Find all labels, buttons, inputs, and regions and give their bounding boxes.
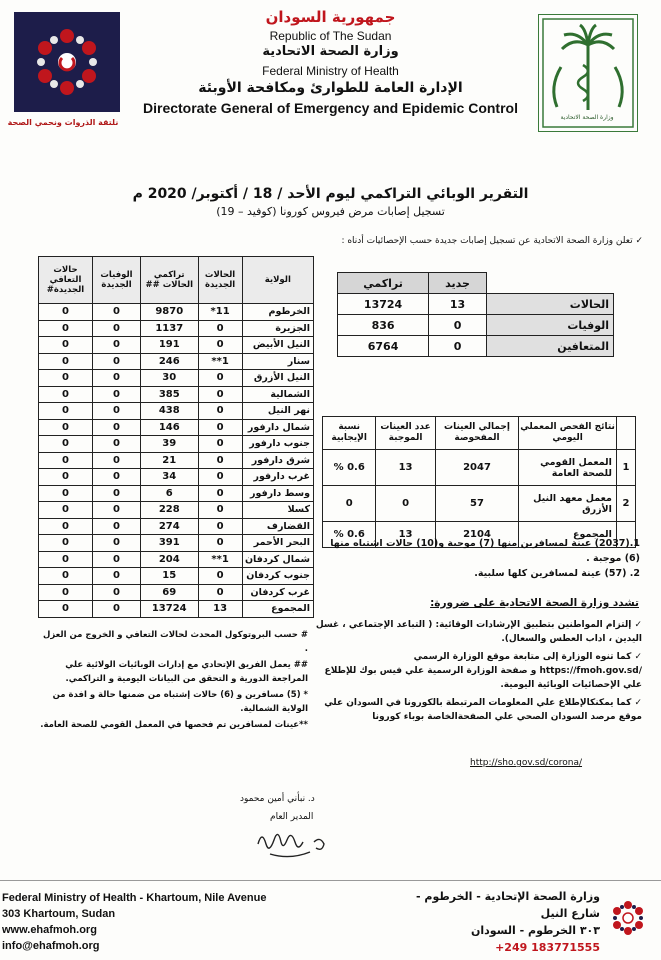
states-header-cumulative: تراكمي الحالات ## xyxy=(140,257,198,304)
summary-cumulative: 13724 xyxy=(338,294,429,315)
summary-new: 0 xyxy=(429,336,487,357)
lab-row xyxy=(323,450,636,486)
state-new-cases: 0 xyxy=(198,584,242,601)
state-deaths: 0 xyxy=(92,469,140,486)
states-row xyxy=(39,485,314,502)
lab-header-lab: نتائج الفحص المعملي اليومي xyxy=(519,417,617,450)
directive-item: ✓ إلتزام المواطنين بتطبيق الإرشادات الوقائية: ( التباعد الإجتماعي ، غسل اليدين ، اداب العطس والسعال). xyxy=(315,620,642,644)
lab-name: المجموع xyxy=(519,522,617,548)
emergency-logo-icon xyxy=(14,12,120,132)
summary-label: المتعافين xyxy=(486,336,613,357)
state-cumulative: 34 xyxy=(140,469,198,486)
states-total-row xyxy=(39,601,314,618)
state-deaths: 0 xyxy=(92,568,140,585)
summary-label: الوفيات xyxy=(486,315,613,336)
state-cumulative: 6 xyxy=(140,485,198,502)
states-row xyxy=(39,337,314,354)
footnote: **عينات لمسافرين تم فحصها في المعمل القومي للصحة العامة. xyxy=(40,720,308,730)
summary-label: الحالات xyxy=(486,294,613,315)
signatory-name: د. نبأني أمين محمود xyxy=(240,794,315,804)
report-intro: ✓ تعلن وزارة الصحة الاتحادية عن تسجيل إصابات جديدة حسب الإحصائيات أدناه : xyxy=(341,236,643,246)
left-logo-caption: نلتقة الذروات ونحمي الصحة xyxy=(7,118,119,127)
states-row xyxy=(39,518,314,535)
state-deaths: 0 xyxy=(92,535,140,552)
country-name-ar: جمهورية السودان xyxy=(265,8,396,26)
states-row xyxy=(39,535,314,552)
state-recoveries: 0 xyxy=(39,518,93,535)
state-cumulative: 146 xyxy=(140,419,198,436)
footer-en-line: Federal Ministry of Health - Khartoum, Nile Avenue xyxy=(2,892,267,904)
state-deaths: 0 xyxy=(92,320,140,337)
states-header-new: الحالات الجديدة xyxy=(198,257,242,304)
state-recoveries: 0 xyxy=(39,502,93,519)
lab-header-total: إجمالي العينات المفحوصة xyxy=(435,417,519,450)
state-cumulative: 69 xyxy=(140,584,198,601)
state-name: البحر الأحمر xyxy=(242,535,313,552)
footer-website[interactable]: www.ehafmoh.org xyxy=(2,924,97,936)
state-deaths: 0 xyxy=(92,584,140,601)
state-name: شرق دارفور xyxy=(242,452,313,469)
states-header-state: الولاية xyxy=(242,257,313,304)
footer-email[interactable]: info@ehafmoh.org xyxy=(2,940,100,952)
state-name: وسط دارفور xyxy=(242,485,313,502)
states-row xyxy=(39,436,314,453)
summary-table xyxy=(337,272,614,357)
state-recoveries: 0 xyxy=(39,601,93,618)
state-new-cases: 0 xyxy=(198,568,242,585)
state-name: النيل الأزرق xyxy=(242,370,313,387)
state-new-cases: 0 xyxy=(198,469,242,486)
report-subtitle: تسجيل إصابات مرض فيروس كورونا (كوفيد – 19) xyxy=(216,205,445,218)
states-row xyxy=(39,568,314,585)
state-recoveries: 0 xyxy=(39,353,93,370)
footer-phone: +249 183771555 xyxy=(495,941,600,954)
lab-rate: 0.6 % xyxy=(323,450,376,486)
state-new-cases: 1** xyxy=(198,551,242,568)
lab-total: 2104 xyxy=(435,522,519,548)
footer-address-ar xyxy=(400,888,600,956)
state-new-cases: 0 xyxy=(198,386,242,403)
state-name: شمال دارفور xyxy=(242,419,313,436)
state-deaths: 0 xyxy=(92,502,140,519)
state-cumulative: 228 xyxy=(140,502,198,519)
footer-ar-line: وزارة الصحة الإتحادية - الخرطوم - شارع النيل xyxy=(416,890,600,920)
state-recoveries: 0 xyxy=(39,535,93,552)
state-deaths: 0 xyxy=(92,518,140,535)
state-name: شمال كردفان xyxy=(242,551,313,568)
lab-note: 2. (57) عينة لمسافرين كلها سلبية. xyxy=(474,568,640,579)
footer-en-line: 303 Khartoum, Sudan xyxy=(2,908,116,920)
summary-header-cumulative: تراكمي xyxy=(338,273,429,294)
state-deaths: 0 xyxy=(92,551,140,568)
summary-new: 13 xyxy=(429,294,487,315)
lab-positive: 13 xyxy=(376,522,435,548)
state-new-cases: 13 xyxy=(198,601,242,618)
state-name: نهر النيل xyxy=(242,403,313,420)
state-new-cases: 0 xyxy=(198,403,242,420)
state-name: جنوب دارفور xyxy=(242,436,313,453)
state-name: الشمالية xyxy=(242,386,313,403)
summary-row xyxy=(338,336,614,357)
ministry-name-ar: وزارة الصحة الاتحادية xyxy=(262,44,399,59)
states-row xyxy=(39,304,314,321)
directive-item: ✓ كما تنوه الوزارة إلى متابعة موقع الوزارة الرسمي /https://fmoh.gov.sd و صفحة الوزارة الرسمية علي فيس بوك للإطلاع علي الإحصائيات الوبائية اليومية. xyxy=(324,652,642,690)
states-row xyxy=(39,551,314,568)
footnotes xyxy=(38,628,308,734)
states-row xyxy=(39,370,314,387)
lab-row xyxy=(323,486,636,522)
state-name: الخرطوم xyxy=(242,304,313,321)
state-new-cases: 0 xyxy=(198,419,242,436)
state-recoveries: 0 xyxy=(39,419,93,436)
state-new-cases: 0 xyxy=(198,535,242,552)
lab-header-positive: عدد العينات الموجبة xyxy=(376,417,435,450)
state-recoveries: 0 xyxy=(39,568,93,585)
states-row xyxy=(39,353,314,370)
summary-new: 0 xyxy=(429,315,487,336)
lab-notes xyxy=(328,536,640,581)
state-recoveries: 0 xyxy=(39,436,93,453)
country-name-en: Republic of The Sudan xyxy=(269,29,392,43)
state-cumulative: 15 xyxy=(140,568,198,585)
state-cumulative: 21 xyxy=(140,452,198,469)
lab-no: 2 xyxy=(616,486,635,522)
state-new-cases: 0 xyxy=(198,452,242,469)
directives-title: تشدد وزارة الصحة الاتحادية على ضرورة: xyxy=(430,597,639,609)
state-name: غرب دارفور xyxy=(242,469,313,486)
states-row xyxy=(39,386,314,403)
ministry-name-en: Federal Ministry of Health xyxy=(262,64,399,78)
state-deaths: 0 xyxy=(92,601,140,618)
state-deaths: 0 xyxy=(92,419,140,436)
lab-header-no xyxy=(616,417,635,450)
state-cumulative: 13724 xyxy=(140,601,198,618)
state-cumulative: 246 xyxy=(140,353,198,370)
state-name: كسلا xyxy=(242,502,313,519)
state-cumulative: 9870 xyxy=(140,304,198,321)
state-deaths: 0 xyxy=(92,485,140,502)
state-deaths: 0 xyxy=(92,386,140,403)
state-deaths: 0 xyxy=(92,337,140,354)
directorate-name-en: Directorate General of Emergency and Epidemic Control xyxy=(143,100,518,116)
state-deaths: 0 xyxy=(92,353,140,370)
state-deaths: 0 xyxy=(92,304,140,321)
directorate-name-ar: الإدارة العامة للطوارئ ومكافحة الأوبئة xyxy=(198,80,463,96)
state-cumulative: 191 xyxy=(140,337,198,354)
state-recoveries: 0 xyxy=(39,304,93,321)
lab-positive: 0 xyxy=(376,486,435,522)
state-new-cases: 0 xyxy=(198,370,242,387)
states-row xyxy=(39,502,314,519)
state-new-cases: 0 xyxy=(198,485,242,502)
lab-rate: 0 xyxy=(323,486,376,522)
states-row xyxy=(39,419,314,436)
summary-row xyxy=(338,294,614,315)
state-deaths: 0 xyxy=(92,370,140,387)
states-row xyxy=(39,320,314,337)
states-table xyxy=(38,256,314,618)
states-header-recoveries: حالات التعافي الجديدة# xyxy=(39,257,93,304)
lab-rate: 0.6 % xyxy=(323,522,376,548)
states-header-deaths: الوفيات الجديدة xyxy=(92,257,140,304)
lab-no: 1 xyxy=(616,450,635,486)
state-cumulative: 1137 xyxy=(140,320,198,337)
state-deaths: 0 xyxy=(92,452,140,469)
footer-divider xyxy=(0,880,661,881)
footer-logo-icon xyxy=(604,894,652,942)
state-new-cases: 11* xyxy=(198,304,242,321)
summary-row xyxy=(338,315,614,336)
footnote: ## يعمل الفريق الإتحادي مع إدارات الوبائيات الولائية علي المراجعة الدورية و التحقق من البيانات اليومية و التراكمي. xyxy=(65,660,308,684)
footer-address-en xyxy=(2,890,266,954)
lab-note: 1.(2037) عينة لمسافرين منها (7) موجبة و(10) حالات اشتباه منها (6) موجبة . xyxy=(330,538,640,564)
state-name: الجزيرة xyxy=(242,320,313,337)
lab-header-rate: نسبة الإيجابية xyxy=(323,417,376,450)
state-new-cases: 1** xyxy=(198,353,242,370)
corona-link[interactable]: http://sho.gov.sd/corona/ xyxy=(470,758,583,768)
state-new-cases: 0 xyxy=(198,337,242,354)
state-name: النيل الأبيض xyxy=(242,337,313,354)
state-cumulative: 385 xyxy=(140,386,198,403)
summary-header-blank xyxy=(486,273,613,294)
state-recoveries: 0 xyxy=(39,386,93,403)
signatory-title: المدير العام xyxy=(270,812,314,822)
states-row xyxy=(39,469,314,486)
state-cumulative: 39 xyxy=(140,436,198,453)
lab-total: 2047 xyxy=(435,450,519,486)
state-cumulative: 274 xyxy=(140,518,198,535)
lab-positive: 13 xyxy=(376,450,435,486)
state-cumulative: 204 xyxy=(140,551,198,568)
state-name: جنوب كردفان xyxy=(242,568,313,585)
lab-name: المعمل القومي للصحة العامة xyxy=(519,450,617,486)
state-name: غرب كردفان xyxy=(242,584,313,601)
state-new-cases: 0 xyxy=(198,320,242,337)
state-name: سنار xyxy=(242,353,313,370)
state-name: المجموع xyxy=(242,601,313,618)
state-name: القضارف xyxy=(242,518,313,535)
state-recoveries: 0 xyxy=(39,469,93,486)
summary-cumulative: 6764 xyxy=(338,336,429,357)
state-recoveries: 0 xyxy=(39,551,93,568)
state-recoveries: 0 xyxy=(39,337,93,354)
state-recoveries: 0 xyxy=(39,452,93,469)
state-cumulative: 30 xyxy=(140,370,198,387)
report-title: التقرير الوبائي التراكمي ليوم الأحد / 18 / أكتوبر/ 2020 م xyxy=(132,186,529,202)
lab-total: 57 xyxy=(435,486,519,522)
directives-list xyxy=(312,618,642,728)
state-recoveries: 0 xyxy=(39,584,93,601)
states-row xyxy=(39,584,314,601)
footnote: * (5) مسافرين و (6) حالات إشتباه من ضمنها حالة و افدة من الولاية الشمالية. xyxy=(52,690,308,714)
state-cumulative: 391 xyxy=(140,535,198,552)
footnote: # حسب البروتوكول المحدث لحالات التعافي و الخروج من العزل . xyxy=(42,630,308,654)
right-logo-caption: وزارة الصحة الاتحادية xyxy=(560,114,614,121)
state-recoveries: 0 xyxy=(39,370,93,387)
state-recoveries: 0 xyxy=(39,485,93,502)
state-recoveries: 0 xyxy=(39,403,93,420)
state-deaths: 0 xyxy=(92,403,140,420)
state-new-cases: 0 xyxy=(198,502,242,519)
handwritten-signature xyxy=(250,824,340,868)
states-row xyxy=(39,452,314,469)
lab-results-table xyxy=(322,416,636,548)
state-new-cases: 0 xyxy=(198,518,242,535)
state-cumulative: 438 xyxy=(140,403,198,420)
states-row xyxy=(39,403,314,420)
state-recoveries: 0 xyxy=(39,320,93,337)
state-new-cases: 0 xyxy=(198,436,242,453)
footer-ar-line: ٣٠٣ الخرطوم - السودان xyxy=(471,924,600,937)
state-deaths: 0 xyxy=(92,436,140,453)
directive-item: ✓ كما يمكنكالإطلاع علي المعلومات المرتبطة بالكورونا في السودان علي موقع مرصد السودان الصحي علي الصفحةالخاصة بوباء كورونا xyxy=(324,698,642,722)
summary-cumulative: 836 xyxy=(338,315,429,336)
lab-name: معمل معهد النيل الأزرق xyxy=(519,486,617,522)
summary-header-new: جديد xyxy=(429,273,487,294)
